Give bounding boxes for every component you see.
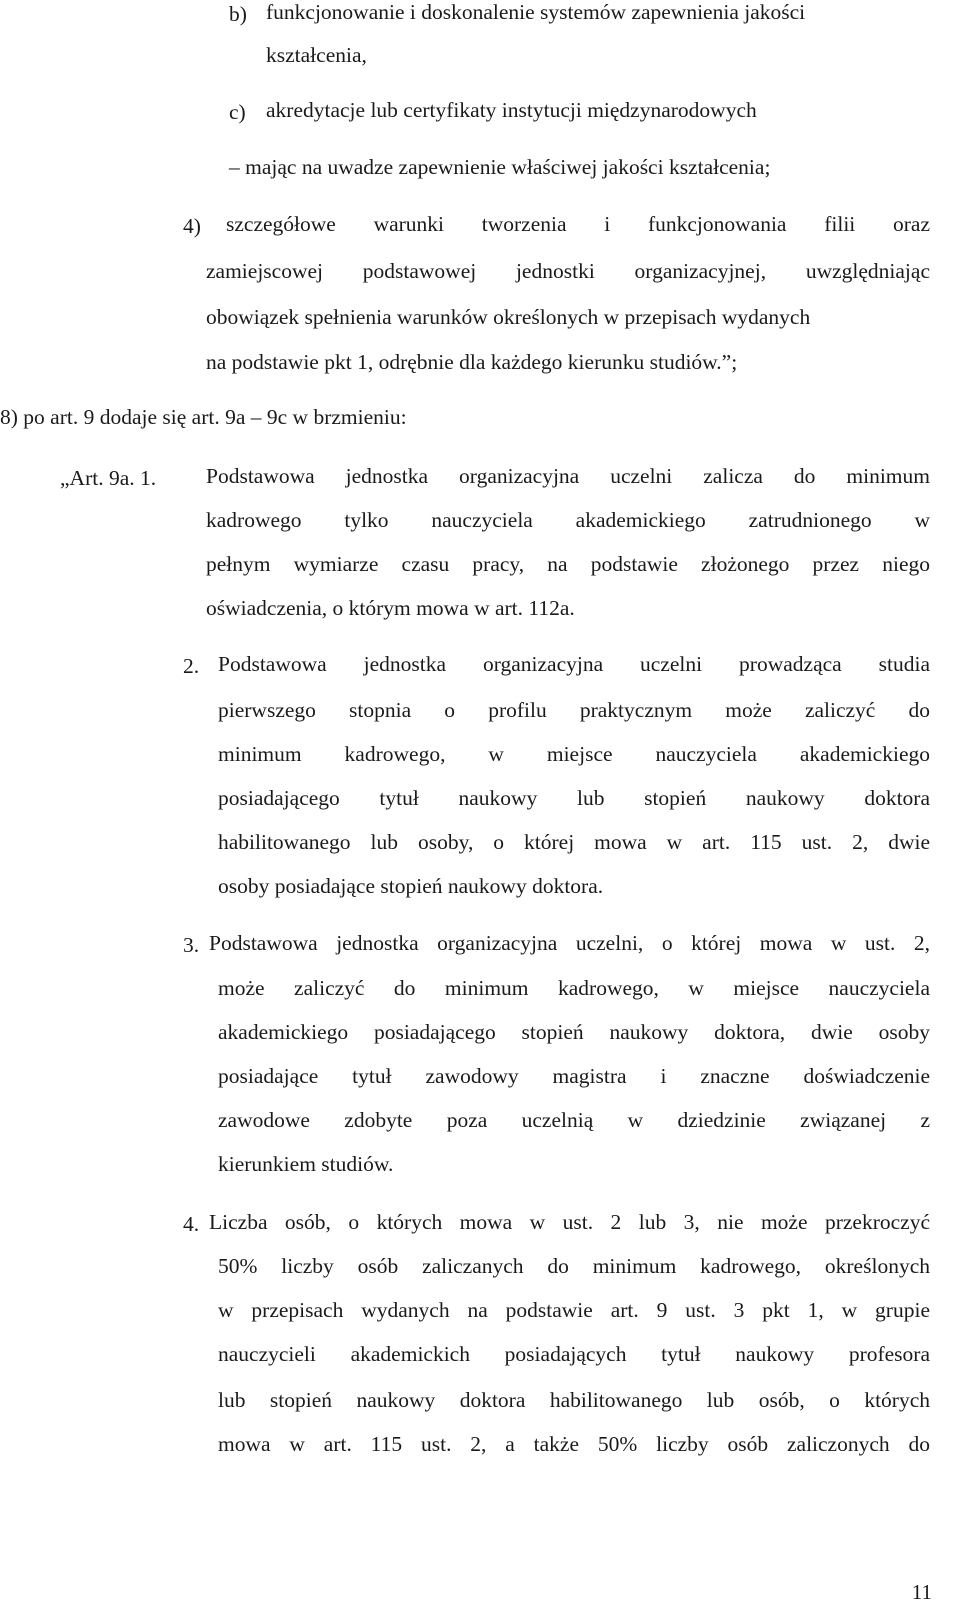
art-9a-p4-line-4: nauczycieli akademickich posiadających tytuł naukowy profesora [218, 1342, 930, 1366]
dash-line: – mając na uwadze zapewnienie właściwej jakości kształcenia; [229, 155, 771, 179]
art-9a-p3-line-5: zawodowe zdobyte poza uczelnią w dziedzinie związanej z [218, 1108, 930, 1132]
art-9a-p4-line-2: 50% liczby osób zaliczanych do minimum kadrowego, określonych [218, 1254, 930, 1278]
item-4-line-2: zamiejscowej podstawowej jednostki organizacyjnej, uwzględniając [206, 259, 930, 283]
item-4-line-4: na podstawie pkt 1, odrębnie dla każdego kierunku studiów.”; [206, 350, 738, 374]
art-9a-p3-line-2: może zaliczyć do minimum kadrowego, w miejsce nauczyciela [218, 976, 930, 1000]
art-9a-p4-label: 4. [183, 1212, 200, 1236]
item-4-label: 4) [183, 214, 201, 238]
art-9a-p2-line-6: osoby posiadające stopień naukowy doktora. [218, 874, 604, 898]
item-4-line-1: szczegółowe warunki tworzenia i funkcjonowania filii oraz [226, 212, 930, 236]
art-9a-p4-line-3: w przepisach wydanych na podstawie art. 9 ust. 3 pkt 1, w grupie [218, 1298, 930, 1322]
art-9a-p1-line-2: kadrowego tylko nauczyciela akademickiego zatrudnionego w [206, 508, 930, 532]
item-b-label: b) [229, 2, 247, 26]
item-b-line-1: funkcjonowanie i doskonalenie systemów zapewnienia jakości [266, 0, 806, 24]
item-c-label: c) [229, 100, 246, 124]
art-9a-p2-line-4: posiadającego tytuł naukowy lub stopień naukowy doktora [218, 786, 930, 810]
art-9a-p2-label: 2. [183, 654, 200, 678]
art-9a-p3-line-4: posiadające tytuł zawodowy magistra i znaczne doświadczenie [218, 1064, 930, 1088]
art-9a-heading: „Art. 9a. 1. [60, 466, 157, 490]
item-c-line-1: akredytacje lub certyfikaty instytucji międzynarodowych [266, 98, 757, 122]
art-9a-p2-line-5: habilitowanego lub osoby, o której mowa w art. 115 ust. 2, dwie [218, 830, 930, 854]
art-9a-p3-line-6: kierunkiem studiów. [218, 1152, 394, 1176]
art-9a-p4-line-1: Liczba osób, o których mowa w ust. 2 lub 3, nie może przekroczyć [209, 1210, 930, 1234]
art-9a-p4-line-6: mowa w art. 115 ust. 2, a także 50% liczby osób zaliczonych do [218, 1432, 930, 1456]
item-8-line: 8) po art. 9 dodaje się art. 9a – 9c w brzmieniu: [0, 405, 407, 429]
art-9a-p2-line-1: Podstawowa jednostka organizacyjna uczelni prowadząca studia [218, 652, 930, 676]
art-9a-p2-line-3: minimum kadrowego, w miejsce nauczyciela akademickiego [218, 742, 930, 766]
art-9a-p1-line-4: oświadczenia, o którym mowa w art. 112a. [206, 596, 575, 620]
art-9a-p4-line-5: lub stopień naukowy doktora habilitowanego lub osób, o których [218, 1388, 930, 1412]
art-9a-p1-line-1: Podstawowa jednostka organizacyjna uczelni zalicza do minimum [206, 464, 930, 488]
item-4-line-3: obowiązek spełnienia warunków określonych w przepisach wydanych [206, 305, 811, 329]
art-9a-p3-line-1: Podstawowa jednostka organizacyjna uczelni, o której mowa w ust. 2, [209, 931, 930, 955]
page-number: 11 [911, 1580, 932, 1604]
art-9a-p1-line-3: pełnym wymiarze czasu pracy, na podstawie złożonego przez niego [206, 552, 930, 576]
art-9a-p2-line-2: pierwszego stopnia o profilu praktycznym może zaliczyć do [218, 698, 930, 722]
art-9a-p3-label: 3. [183, 933, 200, 957]
art-9a-p3-line-3: akademickiego posiadającego stopień naukowy doktora, dwie osoby [218, 1020, 930, 1044]
item-b-line-2: kształcenia, [266, 43, 367, 67]
